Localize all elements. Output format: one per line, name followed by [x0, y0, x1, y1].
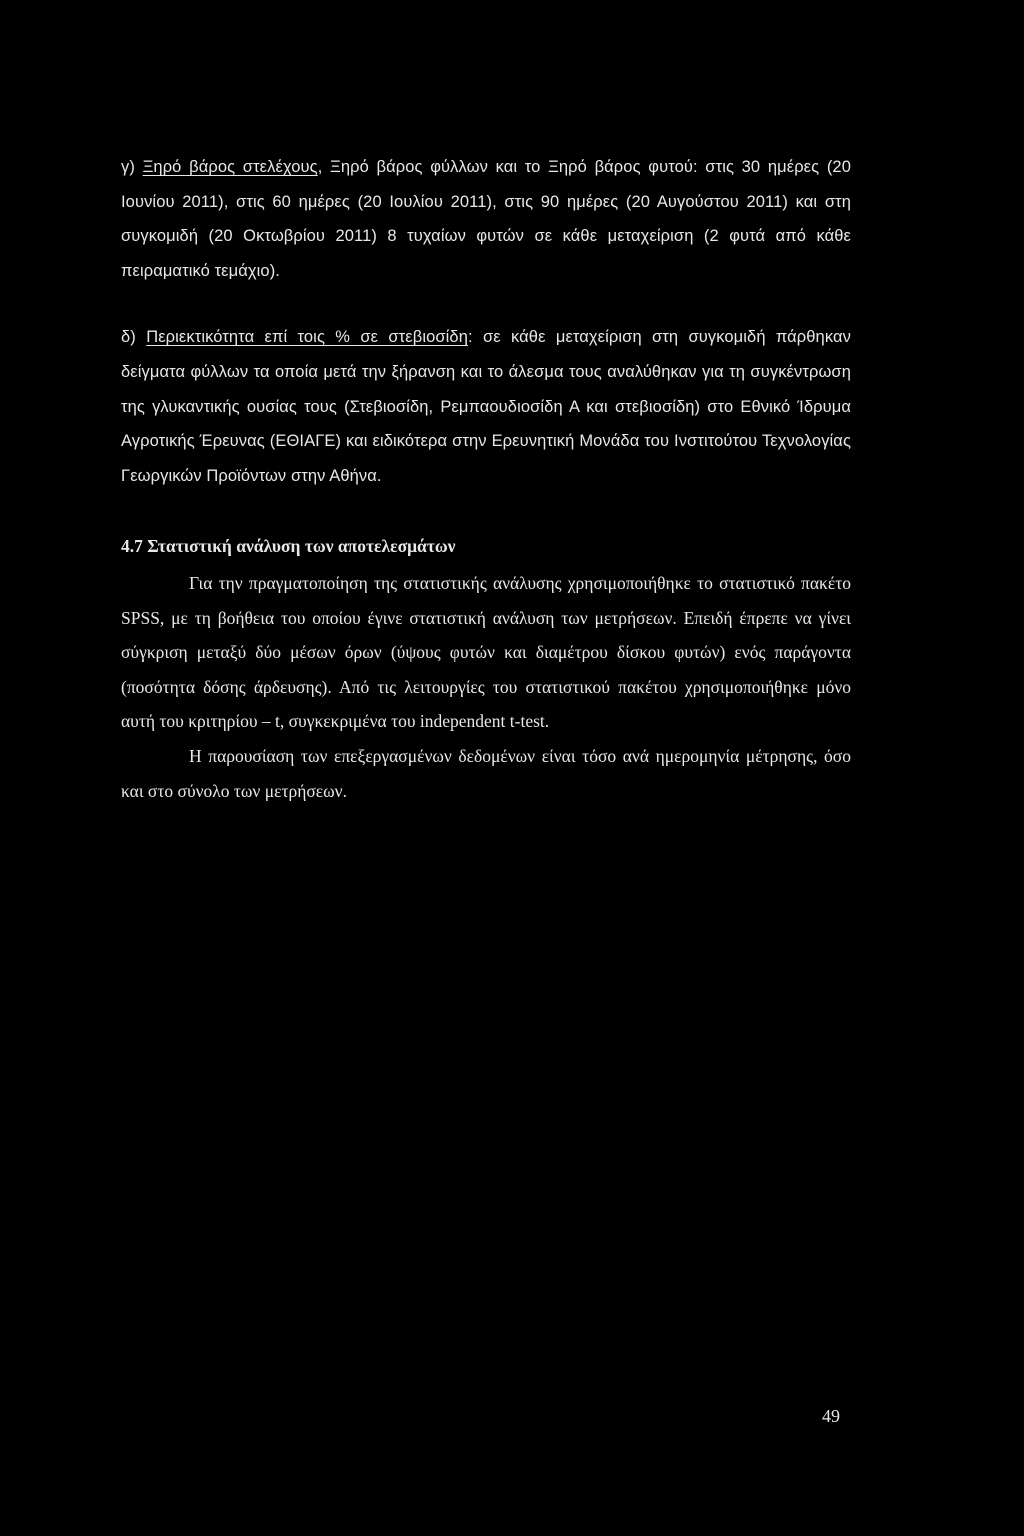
paragraph-stevioside-text: : σε κάθε μεταχείριση στη συγκομιδή πάρθηκαν δείγματα φύλλων τα οποία μετά την ξήρανση και το άλεσμα τους αναλύθηκαν για τη συγκέντρωση της γλυκαντικής ουσίας τους (Στεβιοσίδη, Ρεμπαουδιοσίδη Α και στεβιοσίδη) στο Εθνικό Ίδρυμα Αγροτικής Έρευνας (ΕΘΙΑΓΕ) και ειδικότερα στην Ερευνητική Μονάδα του Ινστιτούτου Τεχνολογίας Γεωργικών Προϊόντων στην Αθήνα. — [121, 328, 851, 485]
document-page — [121, 150, 851, 808]
item-prefix-delta: δ) — [121, 328, 147, 347]
paragraph-stevioside-content — [121, 320, 851, 493]
paragraph-statistical-analysis: Για την πραγματοποίηση της στατιστικής ανάλυσης χρησιμοποιήθηκε το στατιστικό πακέτο SPSS, με τη βοήθεια του οποίου έγινε στατιστική ανάλυση των μετρήσεων. Επειδή έπρεπε να γίνει σύγκριση μεταξύ δύο μέσων όρων (ύψους φυτών και διαμέτρου δίσκου φυτών) ενός παράγοντα (ποσότητα δόσης άρδευσης). Από τις λειτουργίες του στατιστικού πακέτου χρησιμοποιήθηκε μόνο αυτή του κριτηρίου – t, συγκεκριμένα του independent t-test. — [121, 572, 851, 732]
page-number: 49 — [822, 1406, 840, 1426]
item-prefix-gamma: γ) — [121, 158, 143, 176]
underlined-term-stem-dry-weight: Ξηρό βάρος στελέχους — [142, 158, 318, 176]
paragraph-dry-weight-text: , Ξηρό βάρος φύλλων και το Ξηρό βάρος φυτού: στις 30 ημέρες (20 Ιουνίου 2011), στις 60 ημέρες (20 Ιουλίου 2011), στις 90 ημέρες (20 Αυγούστου 2011) και στη συγκομιδή (20 Οκτωβρίου 2011) 8 τυχαίων φυτών σε κάθε μεταχείριση (2 φυτά από κάθε πειραματικό τεμάχιο). — [121, 158, 851, 280]
paragraph-dry-weight — [121, 150, 851, 288]
underlined-term-stevioside: Περιεκτικότητα επί τοις % σε στεβιοσίδη — [146, 328, 468, 347]
paragraph-presentation: Η παρουσίαση των επεξεργασμένων δεδομένων είναι τόσο ανά ημερομηνία μέτρησης, όσο και στο σύνολο των μετρήσεων. — [121, 745, 851, 801]
section-heading: 4.7 Στατιστική ανάλυση των αποτελεσμάτων — [121, 536, 456, 557]
